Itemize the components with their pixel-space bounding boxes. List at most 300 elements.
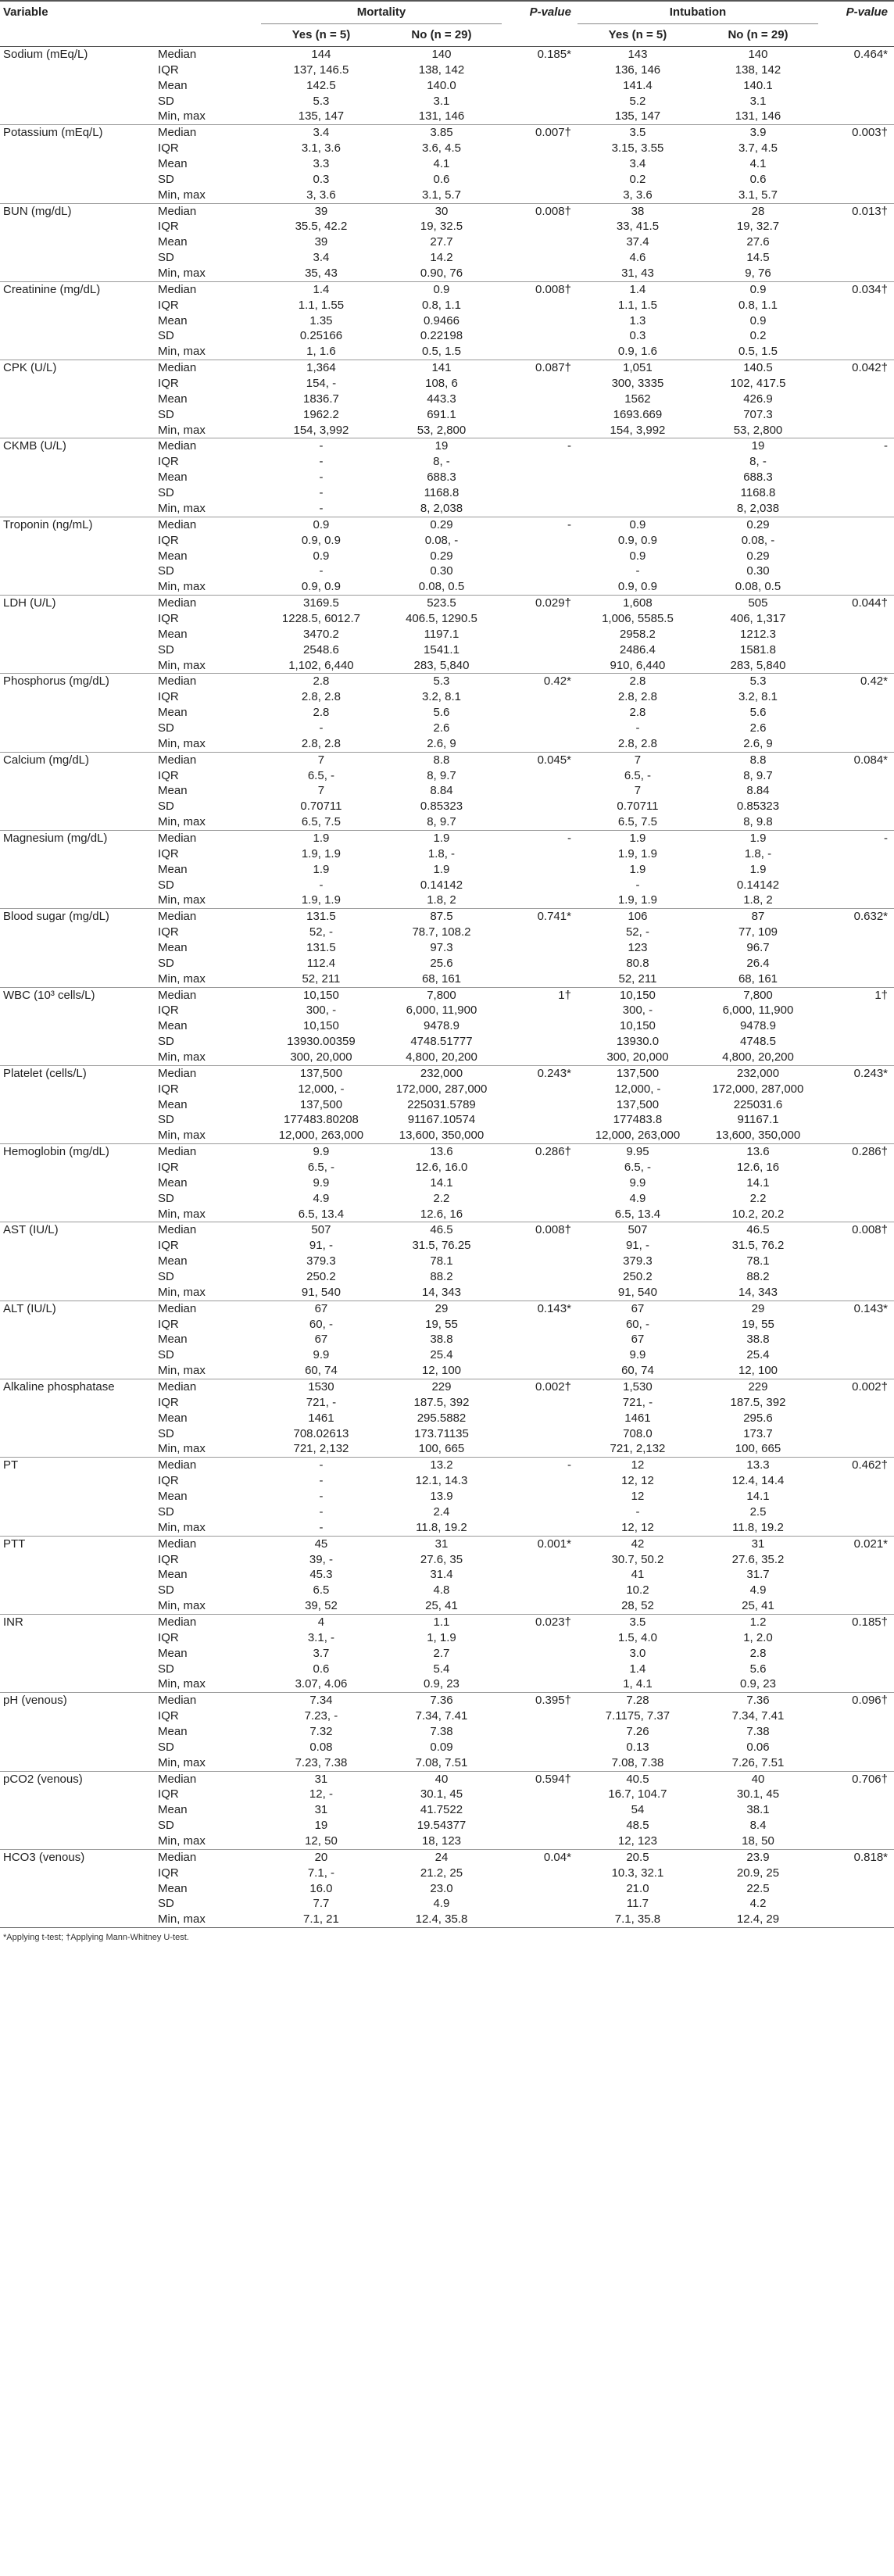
statistic-label: SD xyxy=(158,564,174,578)
statistic-label: Mean xyxy=(158,392,188,406)
mortality-no-value: 0.8, 1.1 xyxy=(421,298,461,312)
mortality-yes-value: 154, 3,992 xyxy=(293,423,349,437)
intubation-pvalue xyxy=(818,721,894,736)
table-row xyxy=(0,1034,894,1050)
mortality-no-value: 19.54377 xyxy=(417,1819,467,1833)
intubation-pvalue xyxy=(818,1520,894,1536)
intubation-yes-value: 721, - xyxy=(622,1395,653,1409)
table-row xyxy=(0,407,894,423)
statistic-label: Min, max xyxy=(158,1834,206,1848)
intubation-pvalue: 0.003† xyxy=(818,125,894,141)
mortality-pvalue xyxy=(502,689,578,705)
intubation-pvalue xyxy=(818,846,894,862)
mortality-pvalue xyxy=(502,533,578,549)
intubation-yes-value: 3.4 xyxy=(629,157,646,171)
statistic-label: IQR xyxy=(158,298,179,312)
mortality-pvalue xyxy=(502,1520,578,1536)
mortality-yes-value: 12,000, - xyxy=(298,1082,345,1096)
intubation-yes-value: 11.7 xyxy=(626,1897,649,1911)
statistic-label: Min, max xyxy=(158,1129,206,1143)
intubation-pvalue xyxy=(818,266,894,281)
mortality-pvalue xyxy=(502,266,578,281)
mortality-yes-value: - xyxy=(319,1474,324,1488)
mortality-pvalue: - xyxy=(502,517,578,532)
variable-name xyxy=(0,1755,153,1771)
mortality-pvalue xyxy=(502,862,578,878)
intubation-no-value: 2.5 xyxy=(749,1504,767,1519)
mortality-yes-value: 4.9 xyxy=(313,1191,330,1205)
intubation-yes-value: 1693.669 xyxy=(613,407,663,421)
intubation-no-value: 9, 76 xyxy=(745,267,771,281)
intubation-no-value: 4.9 xyxy=(749,1583,767,1597)
mortality-yes-value: 9.9 xyxy=(313,1348,330,1362)
variable-name xyxy=(0,298,153,313)
mortality-yes-value: 131.5 xyxy=(261,909,381,925)
intubation-no-value: 13.3 xyxy=(698,1458,818,1473)
intubation-pvalue xyxy=(818,1082,894,1097)
table-row xyxy=(0,579,894,595)
intubation-no-value: 8, 9.8 xyxy=(743,815,773,829)
statistic-label: IQR xyxy=(158,1474,179,1488)
mortality-pvalue xyxy=(502,234,578,250)
intubation-pvalue xyxy=(818,549,894,564)
intubation-yes-value: 48.5 xyxy=(626,1819,649,1833)
mortality-yes-value: 0.6 xyxy=(313,1662,330,1676)
intubation-no-value: 8.8 xyxy=(698,752,818,767)
variable-name xyxy=(0,1552,153,1568)
mortality-pvalue xyxy=(502,893,578,908)
intubation-no-value: 91167.1 xyxy=(737,1113,779,1127)
mortality-yes-value: 7.32 xyxy=(309,1724,333,1738)
statistic-label: Min, max xyxy=(158,1207,206,1221)
variable-name xyxy=(0,611,153,627)
mortality-pvalue xyxy=(502,78,578,94)
table-row xyxy=(0,1003,894,1018)
variable-name xyxy=(0,1160,153,1175)
statistic-label: Mean xyxy=(158,706,188,720)
intubation-pvalue xyxy=(818,407,894,423)
intubation-pvalue: 0.002† xyxy=(818,1379,894,1395)
mortality-yes-value: 19 xyxy=(314,1819,328,1833)
mortality-no-value: 1.8, - xyxy=(427,846,456,860)
variable-name xyxy=(0,783,153,799)
mortality-yes-value: 154, - xyxy=(306,377,337,391)
mortality-yes-value: 0.9 xyxy=(261,517,381,532)
mortality-no-value: 0.9466 xyxy=(424,313,460,327)
statistic-label: Median xyxy=(153,1379,261,1395)
intubation-yes-value: 177483.8 xyxy=(613,1113,663,1127)
intubation-yes-value: 31, 43 xyxy=(621,267,654,281)
intubation-pvalue xyxy=(818,1018,894,1034)
mortality-pvalue xyxy=(502,1254,578,1269)
intubation-pvalue xyxy=(818,1708,894,1724)
intubation-no-value: 12, 100 xyxy=(738,1364,778,1378)
table-row xyxy=(0,642,894,658)
intubation-no-value: 8.84 xyxy=(746,784,770,798)
intubation-no-value: 19, 55 xyxy=(742,1317,774,1331)
mortality-pvalue: - xyxy=(502,830,578,846)
intubation-no-value: 14.1 xyxy=(746,1175,770,1190)
intubation-yes-value: 300, 20,000 xyxy=(606,1050,669,1064)
intubation-yes-value: 379.3 xyxy=(623,1254,653,1268)
mortality-yes-value: 7.23, - xyxy=(304,1709,338,1723)
table-row xyxy=(0,1238,894,1254)
mortality-pvalue xyxy=(502,63,578,78)
statistic-label: IQR xyxy=(158,377,179,391)
table-row xyxy=(0,1175,894,1191)
intubation-yes-value: 40.5 xyxy=(578,1771,698,1787)
intubation-no-value: 102, 417.5 xyxy=(730,377,786,391)
mortality-pvalue xyxy=(502,1317,578,1333)
table-row xyxy=(0,1802,894,1818)
mortality-yes-value: 131.5 xyxy=(306,940,336,954)
mortality-pvalue xyxy=(502,156,578,172)
mortality-pvalue xyxy=(502,878,578,893)
mortality-no-value: 131, 146 xyxy=(418,109,465,123)
mortality-yes-value: 1228.5, 6012.7 xyxy=(281,611,360,625)
intubation-no-value: 295.6 xyxy=(743,1411,773,1425)
mortality-pvalue: 0.007† xyxy=(502,125,578,141)
intubation-yes-value: 1,006, 5585.5 xyxy=(602,611,674,625)
intubation-yes-value: 721, 2,132 xyxy=(610,1442,666,1456)
intubation-yes-value: 4.9 xyxy=(629,1191,646,1205)
mortality-no-value: 12.6, 16 xyxy=(420,1207,463,1221)
intubation-pvalue xyxy=(818,1395,894,1411)
statistic-label: Mean xyxy=(158,784,188,798)
variable-name xyxy=(0,94,153,109)
table-row xyxy=(0,1849,894,1865)
mortality-pvalue xyxy=(502,188,578,203)
table-row xyxy=(0,313,894,329)
intubation-pvalue xyxy=(818,313,894,329)
mortality-no-value: 3.6, 4.5 xyxy=(421,141,461,156)
table-row xyxy=(0,266,894,281)
mortality-no-value: 0.29 xyxy=(381,517,502,532)
mortality-no-value: 27.6, 35 xyxy=(420,1552,463,1566)
mortality-pvalue xyxy=(502,814,578,830)
statistic-label: Mean xyxy=(158,1097,188,1111)
intubation-no-value: 138, 142 xyxy=(735,63,781,77)
statistic-label: SD xyxy=(158,486,174,500)
statistic-label: SD xyxy=(158,329,174,343)
intubation-pvalue xyxy=(818,1755,894,1771)
mortality-pvalue xyxy=(502,1175,578,1191)
mortality-pvalue xyxy=(502,799,578,814)
intubation-no-value: 4,800, 20,200 xyxy=(722,1050,794,1064)
table-row xyxy=(0,1755,894,1771)
intubation-yes-value: 7.1175, 7.37 xyxy=(605,1709,670,1723)
variable-name: Platelet (cells/L) xyxy=(0,1065,153,1081)
mortality-no-value: 12.4, 35.8 xyxy=(381,1912,502,1927)
table-row xyxy=(0,1866,894,1881)
table-row xyxy=(0,799,894,814)
statistic-label: SD xyxy=(158,1113,174,1127)
mortality-yes-value: 0.25166 xyxy=(299,329,343,343)
intubation-pvalue xyxy=(818,564,894,579)
statistic-label: IQR xyxy=(158,1317,179,1331)
intubation-no-value: 7,800 xyxy=(698,987,818,1003)
intubation-no-value: 7.26, 7.51 xyxy=(731,1755,785,1769)
mortality-no-value: 2.6 xyxy=(433,721,450,735)
intubation-pvalue: - xyxy=(818,830,894,846)
variable-name xyxy=(0,1646,153,1662)
table-row xyxy=(0,328,894,344)
intubation-pvalue xyxy=(818,1317,894,1333)
variable-name xyxy=(0,1708,153,1724)
mortality-pvalue xyxy=(502,454,578,470)
intubation-yes-value: 10,150 xyxy=(578,987,698,1003)
intubation-pvalue xyxy=(818,328,894,344)
intubation-yes-value: 1,051 xyxy=(578,360,698,376)
mortality-pvalue xyxy=(502,549,578,564)
mortality-pvalue xyxy=(502,1050,578,1065)
table-row xyxy=(0,1630,894,1646)
mortality-yes-value: - xyxy=(261,438,381,454)
intubation-pvalue xyxy=(818,298,894,313)
intubation-no-value: 8, - xyxy=(749,455,767,469)
statistic-label: Mean xyxy=(158,1411,188,1425)
mortality-pvalue xyxy=(502,1818,578,1834)
mortality-pvalue xyxy=(502,1896,578,1912)
statistic-label: Median xyxy=(153,1693,261,1708)
intubation-yes-value: 0.9, 0.9 xyxy=(617,580,657,594)
variable-name xyxy=(0,814,153,830)
table-row xyxy=(0,814,894,830)
table-row xyxy=(0,1332,894,1347)
mortality-yes-value: 3.1, 3.6 xyxy=(301,141,341,156)
table-row xyxy=(0,1567,894,1583)
mortality-pvalue xyxy=(502,1191,578,1207)
mortality-yes-value: 1.4 xyxy=(261,281,381,297)
statistic-label: Mean xyxy=(158,1646,188,1660)
intubation-yes-value: 143 xyxy=(628,48,648,61)
statistic-label: Mean xyxy=(158,1803,188,1817)
intubation-no-value: 9478.9 xyxy=(740,1019,776,1033)
header-mortality-yes: Yes (n = 5) xyxy=(261,24,381,47)
table-row xyxy=(0,1693,894,1708)
mortality-pvalue: 0.04* xyxy=(502,1849,578,1865)
intubation-pvalue xyxy=(818,1802,894,1818)
mortality-no-value: 31.4 xyxy=(430,1568,453,1582)
mortality-no-value: 0.6 xyxy=(433,172,450,186)
table-row xyxy=(0,188,894,203)
intubation-yes-value: 0.9, 1.6 xyxy=(617,345,657,359)
intubation-yes-value: 41 xyxy=(631,1568,645,1582)
mortality-pvalue xyxy=(502,658,578,674)
mortality-yes-value: 6.5, 13.4 xyxy=(298,1207,345,1221)
statistic-label: SD xyxy=(158,1662,174,1676)
intubation-no-value: 232,000 xyxy=(698,1065,818,1081)
mortality-no-value: 19, 55 xyxy=(425,1317,458,1331)
intubation-pvalue xyxy=(818,1504,894,1520)
intubation-no-value: 100, 665 xyxy=(735,1442,781,1456)
intubation-yes-value: 7 xyxy=(578,752,698,767)
variable-name xyxy=(0,1003,153,1018)
mortality-yes-value: 1.35 xyxy=(309,313,333,327)
intubation-no-value: 87 xyxy=(698,909,818,925)
intubation-no-value: 13.6 xyxy=(698,1144,818,1160)
intubation-pvalue xyxy=(818,1269,894,1285)
mortality-pvalue xyxy=(502,423,578,438)
table-row xyxy=(0,1552,894,1568)
statistic-label: SD xyxy=(158,1740,174,1754)
mortality-yes-value: 12, 50 xyxy=(305,1834,338,1848)
intubation-yes-value: 1.9, 1.9 xyxy=(617,846,657,860)
mortality-yes-value: 6.5 xyxy=(313,1583,330,1597)
mortality-no-value: 100, 665 xyxy=(418,1442,465,1456)
variable-name xyxy=(0,156,153,172)
intubation-no-value: 131, 146 xyxy=(735,109,781,123)
intubation-yes-value: 135, 147 xyxy=(614,109,661,123)
table-row xyxy=(0,1191,894,1207)
statistic-label: IQR xyxy=(158,533,179,547)
mortality-yes-value: 144 xyxy=(311,48,331,61)
variable-name xyxy=(0,564,153,579)
table-row xyxy=(0,658,894,674)
intubation-yes-value: 20.5 xyxy=(578,1849,698,1865)
mortality-yes-value: 2.8, 2.8 xyxy=(301,690,341,704)
mortality-yes-value: 1461 xyxy=(308,1411,334,1425)
intubation-pvalue xyxy=(818,517,894,532)
mortality-yes-value: 1,364 xyxy=(261,360,381,376)
variable-name xyxy=(0,423,153,438)
statistic-label: Mean xyxy=(158,313,188,327)
table-row xyxy=(0,1363,894,1379)
mortality-pvalue xyxy=(502,250,578,266)
intubation-pvalue xyxy=(818,1003,894,1018)
intubation-pvalue: 0.243* xyxy=(818,1065,894,1081)
variable-name xyxy=(0,470,153,485)
intubation-yes-value: 7 xyxy=(634,784,642,798)
intubation-yes-value: - xyxy=(635,1504,640,1519)
mortality-no-value: 229 xyxy=(381,1379,502,1395)
intubation-yes-value: 1,530 xyxy=(578,1379,698,1395)
intubation-pvalue xyxy=(818,893,894,908)
intubation-no-value: 13,600, 350,000 xyxy=(715,1129,801,1143)
table-row xyxy=(0,517,894,532)
table-row xyxy=(0,768,894,784)
mortality-yes-value: - xyxy=(319,501,324,515)
intubation-no-value: 3.9 xyxy=(698,125,818,141)
mortality-pvalue: 0.023† xyxy=(502,1614,578,1630)
intubation-no-value: 0.06 xyxy=(746,1740,770,1754)
mortality-yes-value: 1.9, 1.9 xyxy=(301,846,341,860)
intubation-yes-value: 1, 4.1 xyxy=(623,1677,653,1691)
mortality-yes-value: 10,150 xyxy=(302,1019,339,1033)
mortality-yes-value: 2.8, 2.8 xyxy=(301,736,341,750)
mortality-no-value: 4.1 xyxy=(433,157,450,171)
intubation-no-value: 1581.8 xyxy=(740,642,776,657)
variable-name: AST (IU/L) xyxy=(0,1222,153,1238)
variable-name xyxy=(0,454,153,470)
variable-name xyxy=(0,328,153,344)
table-row xyxy=(0,1787,894,1802)
table-row xyxy=(0,344,894,360)
table-row xyxy=(0,1301,894,1316)
variable-name xyxy=(0,1411,153,1426)
mortality-yes-value: 39 xyxy=(261,203,381,219)
mortality-yes-value: 35, 43 xyxy=(305,267,338,281)
intubation-yes-value: 12, 12 xyxy=(621,1474,654,1488)
mortality-pvalue xyxy=(502,1003,578,1018)
intubation-no-value: 8, 2,038 xyxy=(736,501,780,515)
intubation-no-value: 19 xyxy=(698,438,818,454)
mortality-no-value: 23.0 xyxy=(430,1881,453,1895)
intubation-pvalue xyxy=(818,1724,894,1740)
mortality-yes-value: 250.2 xyxy=(306,1270,336,1284)
table-row xyxy=(0,705,894,721)
intubation-no-value: 0.29 xyxy=(746,549,770,563)
variable-name xyxy=(0,1332,153,1347)
mortality-no-value: 14.2 xyxy=(430,251,453,265)
intubation-pvalue xyxy=(818,1034,894,1050)
mortality-pvalue: 0.243* xyxy=(502,1065,578,1081)
mortality-pvalue xyxy=(502,1395,578,1411)
mortality-no-value: 5.3 xyxy=(381,674,502,689)
variable-name xyxy=(0,658,153,674)
intubation-yes-value: 1,608 xyxy=(578,596,698,611)
statistic-label: Mean xyxy=(158,1175,188,1190)
variable-name: Blood sugar (mg/dL) xyxy=(0,909,153,925)
mortality-no-value: 30 xyxy=(381,203,502,219)
intubation-no-value: 7.38 xyxy=(746,1724,770,1738)
intubation-yes-value: 910, 6,440 xyxy=(610,658,666,672)
mortality-yes-value: 1962.2 xyxy=(302,407,339,421)
mortality-yes-value: 0.9, 0.9 xyxy=(301,580,341,594)
statistic-label: Median xyxy=(153,517,261,532)
variable-name: Potassium (mEq/L) xyxy=(0,125,153,141)
mortality-no-value: 406.5, 1290.5 xyxy=(406,611,477,625)
statistic-label: Median xyxy=(153,125,261,141)
intubation-no-value: 283, 5,840 xyxy=(730,658,786,672)
statistic-label: Min, max xyxy=(158,109,206,123)
intubation-pvalue: 0.42* xyxy=(818,674,894,689)
mortality-no-value: 0.08, 0.5 xyxy=(418,580,465,594)
header-intubation-yes: Yes (n = 5) xyxy=(578,24,698,47)
intubation-pvalue xyxy=(818,783,894,799)
mortality-yes-value: 7.1, - xyxy=(307,1866,335,1880)
mortality-pvalue xyxy=(502,94,578,109)
mortality-no-value: 24 xyxy=(381,1849,502,1865)
mortality-no-value: 0.9 xyxy=(381,281,502,297)
intubation-yes-value: - xyxy=(635,564,640,578)
mortality-no-value: 0.09 xyxy=(430,1740,453,1754)
variable-name: PT xyxy=(0,1458,153,1473)
table-row xyxy=(0,1771,894,1787)
mortality-yes-value: 3.07, 4.06 xyxy=(295,1677,348,1691)
header-intubation-no: No (n = 29) xyxy=(698,24,818,47)
mortality-no-value: 14, 343 xyxy=(421,1285,461,1299)
intubation-pvalue xyxy=(818,1175,894,1191)
statistic-label: IQR xyxy=(158,1866,179,1880)
mortality-no-value: 108, 6 xyxy=(425,377,458,391)
mortality-pvalue: - xyxy=(502,438,578,454)
mortality-no-value: 91167.10574 xyxy=(407,1113,476,1127)
mortality-yes-value: 2.8 xyxy=(313,706,330,720)
statistic-label: SD xyxy=(158,172,174,186)
intubation-pvalue xyxy=(818,250,894,266)
intubation-no-value: 20.9, 25 xyxy=(736,1866,780,1880)
mortality-pvalue xyxy=(502,1018,578,1034)
table-row xyxy=(0,1504,894,1520)
mortality-yes-value: 2.8 xyxy=(261,674,381,689)
intubation-yes-value: 1562 xyxy=(624,392,651,406)
statistic-label: IQR xyxy=(158,1552,179,1566)
intubation-pvalue xyxy=(818,1552,894,1568)
variable-name: CPK (U/L) xyxy=(0,360,153,376)
variable-name xyxy=(0,1724,153,1740)
mortality-pvalue xyxy=(502,1881,578,1897)
